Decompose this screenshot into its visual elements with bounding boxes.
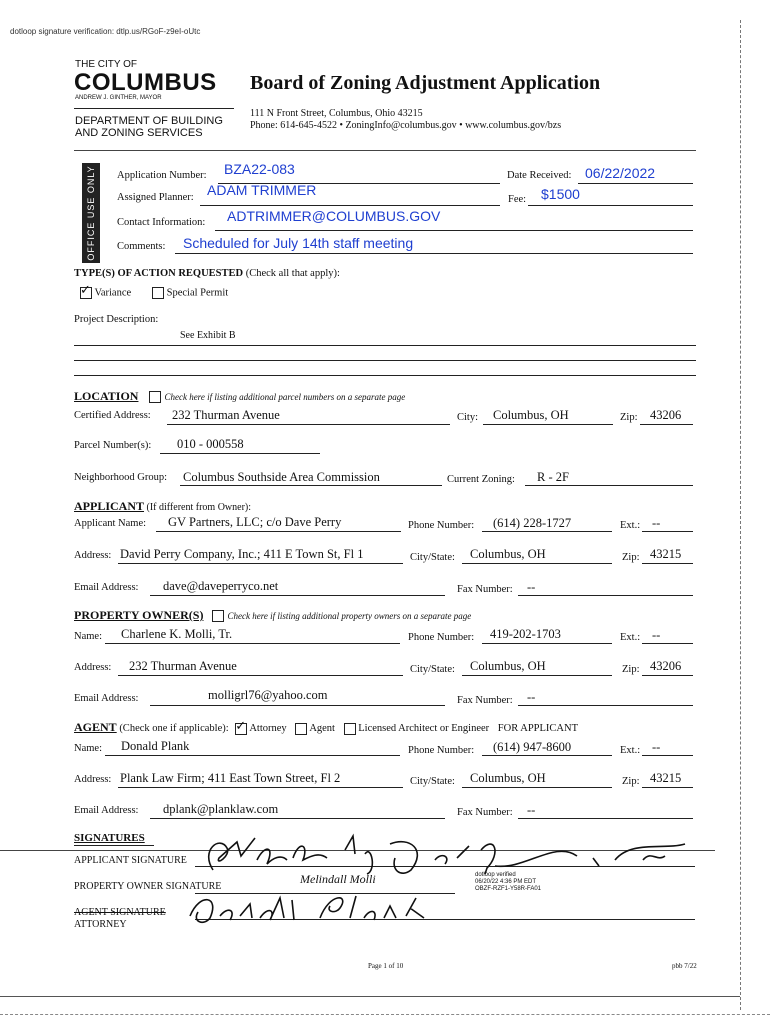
- applicant-address-label: Address:: [74, 550, 112, 561]
- owner-fax-value[interactable]: --: [527, 690, 536, 704]
- certified-address-label: Certified Address:: [74, 410, 151, 421]
- owner-heading-row: [74, 608, 471, 623]
- scan-edge: [740, 20, 741, 1010]
- form-title: Board of Zoning Adjustment Application: [250, 72, 601, 94]
- applicant-phone-value[interactable]: (614) 228-1727: [493, 516, 572, 530]
- agent-fax-label: Fax Number:: [457, 807, 513, 818]
- applicant-citystate-label: City/State:: [410, 552, 455, 563]
- fee-value[interactable]: $1500: [541, 186, 580, 202]
- owner-heading: PROPERTY OWNER(S): [74, 608, 204, 622]
- agent-signature[interactable]: [180, 888, 440, 928]
- applicant-name-value[interactable]: GV Partners, LLC; c/o Dave Perry: [168, 515, 342, 529]
- app-number-label: Application Number:: [117, 170, 207, 181]
- variance-label: Variance: [94, 287, 132, 299]
- applicant-heading: APPLICANT: [74, 499, 145, 513]
- fee-label: Fee:: [508, 194, 527, 205]
- applicant-name-label: Applicant Name:: [74, 518, 147, 529]
- office-address: 111 N Front Street, Columbus, Ohio 43215: [250, 108, 423, 119]
- applicant-phone-label: Phone Number:: [408, 520, 475, 531]
- office-use-tab: OFFICE USE ONLY: [82, 163, 100, 263]
- office-contact: Phone: 614-645-4522 • ZoningInfo@columbus.gov • www.columbus.gov/bzs: [250, 120, 562, 131]
- attorney-label: Attorney: [249, 723, 287, 734]
- owner-ext-label: Ext.:: [620, 632, 641, 643]
- agent-heading-row: AGENT (Check one if applicable): ✓ Attorney Agent Licensed Architect or Engineer FOR APPLICANT: [74, 720, 578, 735]
- owner-name-value[interactable]: Charlene K. Molli, Tr.: [121, 627, 233, 641]
- page-number: Page 1 of 10: [368, 962, 404, 970]
- dept-line-2: AND ZONING SERVICES: [75, 127, 203, 139]
- additional-parcels-note: Check here if listing additional parcel numbers on a separate page: [164, 392, 406, 402]
- parcel-label: Parcel Number(s):: [74, 440, 152, 451]
- current-zoning-label: Current Zoning:: [447, 474, 515, 485]
- agent-option-label: Agent: [309, 723, 335, 734]
- city-label: City:: [457, 412, 479, 423]
- project-description-value[interactable]: See Exhibit B: [180, 330, 236, 341]
- owner-signature-label: PROPERTY OWNER SIGNATURE: [74, 881, 222, 892]
- agent-name-value[interactable]: Donald Plank: [121, 739, 190, 753]
- applicant-address-value[interactable]: David Perry Company, Inc.; 411 E Town St, Fl 1: [120, 547, 364, 561]
- city-logo: COLUMBUS: [74, 69, 217, 96]
- certified-address-value[interactable]: 232 Thurman Avenue: [172, 408, 280, 422]
- location-heading: LOCATION: [74, 389, 139, 403]
- planner-label: Assigned Planner:: [117, 192, 194, 203]
- parcel-value[interactable]: 010 - 000558: [177, 437, 244, 451]
- applicant-signature[interactable]: [195, 830, 705, 880]
- city-small: THE CITY OF: [75, 59, 138, 70]
- agent-citystate-value[interactable]: Columbus, OH: [470, 771, 546, 785]
- applicant-email-label: Email Address:: [74, 582, 139, 593]
- owner-address-label: Address:: [74, 662, 112, 673]
- for-applicant-note: FOR APPLICANT: [497, 723, 578, 734]
- owner-ext-value[interactable]: --: [652, 628, 661, 642]
- special-permit-checkbox[interactable]: [152, 287, 164, 299]
- agent-phone-value[interactable]: (614) 947-8600: [493, 740, 572, 754]
- agent-zip-value[interactable]: 43215: [650, 771, 682, 785]
- agent-heading: AGENT: [74, 720, 117, 734]
- attorney-label-sig: ATTORNEY: [74, 919, 127, 930]
- owner-address-value[interactable]: 232 Thurman Avenue: [129, 659, 237, 673]
- agent-zip-label: Zip:: [622, 776, 640, 787]
- owner-zip-label: Zip:: [622, 664, 640, 675]
- applicant-fax-value[interactable]: --: [527, 580, 536, 594]
- owner-zip-value[interactable]: 43206: [650, 659, 682, 673]
- current-zoning-value[interactable]: R - 2F: [537, 470, 569, 484]
- project-description-label: Project Description:: [74, 314, 159, 325]
- agent-checkbox[interactable]: [295, 723, 307, 735]
- scan-edge-bottom: [0, 1014, 770, 1015]
- special-permit-label: Special Permit: [166, 287, 229, 299]
- contact-info-value[interactable]: ADTRIMMER@COLUMBUS.GOV: [227, 208, 441, 224]
- additional-owners-note: Check here if listing additional property owners on a separate page: [227, 611, 472, 621]
- architect-checkbox[interactable]: [344, 723, 356, 735]
- owner-email-value[interactable]: molligrl76@yahoo.com: [208, 688, 328, 702]
- applicant-citystate-value[interactable]: Columbus, OH: [470, 547, 546, 561]
- applicant-zip-label: Zip:: [622, 552, 640, 563]
- agent-ext-value[interactable]: --: [652, 740, 661, 754]
- date-received-value[interactable]: 06/22/2022: [585, 165, 656, 181]
- agent-email-label: Email Address:: [74, 805, 139, 816]
- neighborhood-label: Neighborhood Group:: [74, 472, 168, 483]
- agent-ext-label: Ext.:: [620, 745, 641, 756]
- agent-fax-value[interactable]: --: [527, 803, 536, 817]
- applicant-signature-label: APPLICANT SIGNATURE: [74, 855, 187, 866]
- owner-citystate-label: City/State:: [410, 664, 455, 675]
- zip-label: Zip:: [620, 412, 638, 423]
- city-value[interactable]: Columbus, OH: [493, 408, 569, 422]
- architect-label: Licensed Architect or Engineer: [358, 723, 490, 734]
- verification-text: dotloop signature verification: dtlp.us/RGoF-z9eI-oUtc: [10, 27, 201, 36]
- applicant-fax-label: Fax Number:: [457, 584, 513, 595]
- variance-option[interactable]: [80, 287, 131, 299]
- planner-value[interactable]: ADAM TRIMMER: [207, 182, 317, 198]
- owner-email-label: Email Address:: [74, 693, 139, 704]
- applicant-email-value[interactable]: dave@daveperryco.net: [163, 579, 279, 593]
- agent-name-label: Name:: [74, 743, 102, 754]
- variance-checkbox[interactable]: [80, 287, 92, 299]
- owner-signature[interactable]: Melindall Molli: [300, 872, 376, 886]
- location-heading-row: [74, 389, 405, 404]
- signatures-heading: SIGNATURES: [74, 832, 145, 844]
- owner-fax-label: Fax Number:: [457, 695, 513, 706]
- owner-name-label: Name:: [74, 631, 102, 642]
- owner-phone-value[interactable]: 419-202-1703: [490, 627, 561, 641]
- agent-email-value[interactable]: dplank@planklaw.com: [163, 802, 279, 816]
- applicant-zip-value[interactable]: 43215: [650, 547, 682, 561]
- app-number-value[interactable]: BZA22-083: [224, 161, 295, 177]
- mayor-line: ANDREW J. GINTHER, MAYOR: [75, 95, 162, 101]
- applicant-ext-value[interactable]: --: [652, 516, 661, 530]
- date-received-label: Date Received:: [507, 170, 572, 181]
- owner-phone-label: Phone Number:: [408, 632, 475, 643]
- dept-line-1: DEPARTMENT OF BUILDING: [75, 115, 223, 127]
- dotloop-stamp: dotloop verified 06/20/22 4:36 PM EDT OBZF-RZF1-Y58R-FA01: [475, 872, 542, 892]
- agent-address-label: Address:: [74, 774, 112, 785]
- applicant-heading-row: APPLICANT (If different from Owner):: [74, 499, 252, 513]
- action-type-heading: TYPE(S) OF ACTION REQUESTED (Check all that apply):: [74, 268, 340, 279]
- neighborhood-value[interactable]: Columbus Southside Area Commission: [183, 470, 380, 484]
- zip-value[interactable]: 43206: [650, 408, 682, 422]
- comments-label: Comments:: [117, 241, 166, 252]
- agent-phone-label: Phone Number:: [408, 745, 475, 756]
- additional-parcels-checkbox[interactable]: [149, 391, 161, 403]
- attorney-checkbox[interactable]: [235, 723, 247, 735]
- agent-citystate-label: City/State:: [410, 776, 455, 787]
- additional-owners-checkbox[interactable]: [212, 610, 224, 622]
- comments-value[interactable]: Scheduled for July 14th staff meeting: [183, 235, 414, 251]
- agent-signature-label: AGENT SIGNATURE: [74, 907, 166, 918]
- contact-info-label: Contact Information:: [117, 217, 206, 228]
- applicant-ext-label: Ext.:: [620, 520, 641, 531]
- owner-citystate-value[interactable]: Columbus, OH: [470, 659, 546, 673]
- form-code: pbb 7/22: [672, 962, 697, 970]
- special-permit-option[interactable]: [152, 287, 228, 299]
- agent-address-value[interactable]: Plank Law Firm; 411 East Town Street, Fl 2: [120, 771, 341, 785]
